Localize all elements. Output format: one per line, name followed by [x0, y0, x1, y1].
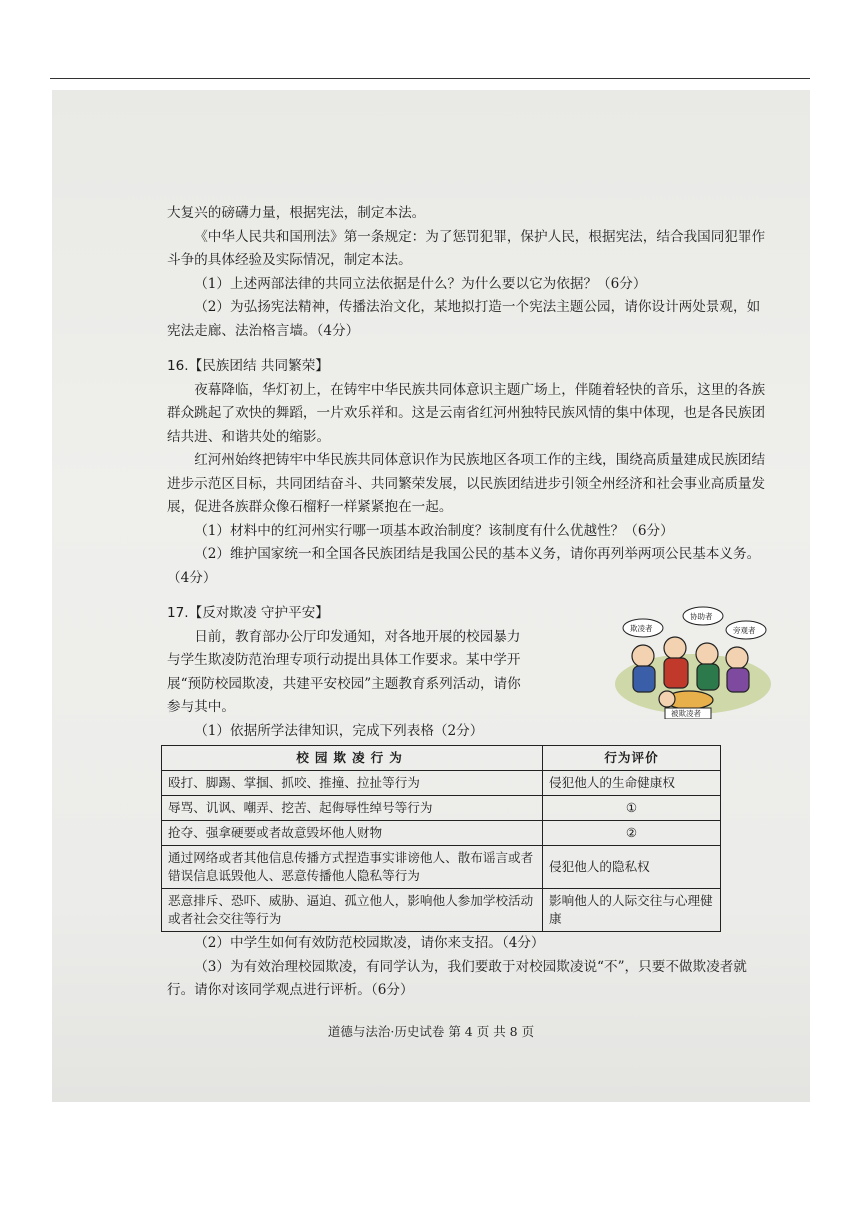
illus-label-helper: 协助者 [690, 612, 713, 621]
table-cell-evaluation: 影响他人的人际交往与心理健康 [543, 889, 721, 932]
q17-subquestion-3: （3）为有效治理校园欺凌，有同学认为，我们要敢于对校园欺凌说“不”，只要不做欺凌者就行。请你对该同学观点进行评析。（6分） [167, 958, 747, 998]
table-header-evaluation: 行为评价 [543, 746, 721, 771]
illus-label-bully: 欺凌者 [630, 624, 653, 633]
table-cell-evaluation: 侵犯他人的隐私权 [543, 846, 721, 889]
table-cell-evaluation: 侵犯他人的生命健康权 [543, 771, 721, 796]
q16-title: 16.【民族团结 共同繁荣】 [167, 358, 329, 374]
q16-subquestion-2: （2）维护国家统一和全国各民族团结是我国公民的基本义务，请你再列举两项公民基本义务。（4分） [167, 546, 761, 586]
table-row [162, 889, 721, 932]
table-row [162, 771, 721, 796]
table-cell-behavior: 通过网络或者其他信息传播方式捏造事实诽谤他人、散布谣言或者错误信息诋毁他人、恶意传播他人隐私等行为 [162, 846, 543, 889]
bullying-table [161, 745, 721, 932]
q16-material-1: 夜幕降临，华灯初上，在铸牢中华民族共同体意识主题广场上，伴随着轻快的音乐，这里的各族群众跳起了欢快的舞蹈，一片欢乐祥和。这是云南省红河州独特民族风情的集中体现，也是各民族团结共进、和谐共处的缩影。 [167, 381, 766, 445]
q16-material-2: 红河州始终把铸牢中华民族共同体意识作为民族地区各项工作的主线，围绕高质量建成民族团结进步示范区目标，共同团结奋斗、共同繁荣发展，以民族团结进步引领全州经济和社会事业高质量发展，促进各族群众像石榴籽一样紧紧抱在一起。 [167, 452, 766, 515]
page-footer: 道德与法治·历史试卷 第 4 页 共 8 页 [327, 1024, 535, 1039]
table-cell-behavior: 恶意排斥、恐吓、威胁、逼迫、孤立他人，影响他人参加学校活动或者社会交往等行为 [162, 889, 543, 932]
table-row [162, 796, 721, 821]
q17-block [167, 602, 767, 1003]
illus-label-victim: 被欺凌者 [671, 709, 701, 718]
q15-subquestion-2: （2）为弘扬宪法精神，传播法治文化，某地拟打造一个宪法主题公园，请你设计两处景观，如宪法走廊、法治格言墙。（4分） [167, 299, 761, 339]
criminal-law-quote: 《中华人民共和国刑法》第一条规定：为了惩罚犯罪，保护人民，根据宪法，结合我国同犯罪作斗争的具体经验及实际情况，制定本法。 [167, 228, 766, 268]
q17-title: 17.【反对欺凌 守护平安】 [167, 605, 329, 621]
q17-subquestion-1: （1）依据所学法律知识，完成下列表格（2分） [194, 722, 484, 739]
q17-material: 日前，教育部办公厅印发通知，对各地开展的校园暴力与学生欺凌防范治理专项行动提出具体工作要求。某中学开展“预防校园欺凌，共建平安校园”主题教育系列活动，请你参与其中。 [167, 628, 521, 715]
continued-line: 大复兴的磅礴力量，根据宪法，制定本法。 [167, 205, 426, 221]
q16-subquestion-1: （1）材料中的红河州实行哪一项基本政治制度？该制度有什么优越性？（6分） [194, 522, 674, 539]
top-rule [50, 78, 810, 79]
table-cell-blank-1: ① [543, 796, 721, 821]
exam-page-photo [52, 90, 810, 1102]
table-cell-blank-2: ② [543, 821, 721, 846]
table-cell-behavior: 抢夺、强拿硬要或者故意毁坏他人财物 [162, 821, 543, 846]
q17-subquestion-2: （2）中学生如何有效防范校园欺凌，请你来支招。（4分） [194, 935, 545, 951]
illus-label-watcher: 旁观者 [733, 626, 756, 635]
table-cell-behavior: 辱骂、讥讽、嘲弄、挖苦、起侮辱性绰号等行为 [162, 796, 543, 821]
exam-content [167, 202, 767, 1003]
table-cell-behavior: 殴打、脚踢、掌掴、抓咬、推撞、拉扯等行为 [162, 771, 543, 796]
table-header-behavior: 校园欺凌行为 [162, 746, 543, 771]
q15-subquestion-1: （1）上述两部法律的共同立法依据是什么？为什么要以它为依据？（6分） [194, 275, 647, 292]
bullying-illustration [603, 604, 773, 719]
table-row [162, 846, 721, 889]
table-row [162, 821, 721, 846]
